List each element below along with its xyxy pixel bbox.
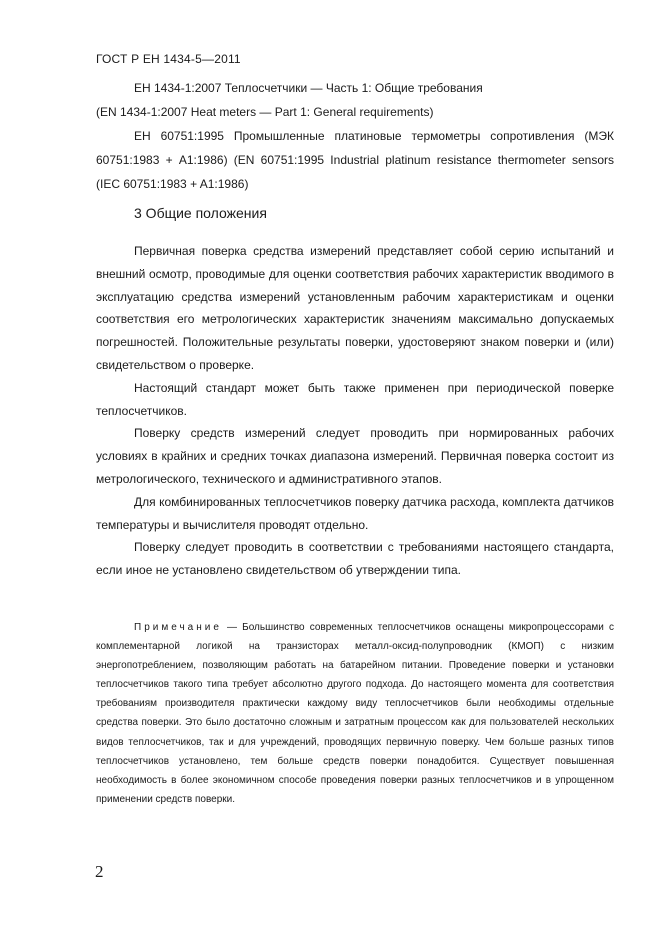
reference-en1434: ЕН 1434-1:2007 Теплосчетчики — Часть 1: Общие требования — [134, 81, 483, 95]
section-body — [96, 240, 614, 582]
document-header: ГОСТ Р ЕН 1434-5—2011 — [96, 52, 241, 66]
paragraph-combined-meters: Для комбинированных теплосчетчиков поверку датчика расхода, комплекта датчиков температуры и вычислителя проводят отдельно. — [96, 494, 614, 532]
note-paragraph — [96, 618, 614, 809]
normative-references — [96, 76, 614, 196]
note-label: Примечание — [134, 622, 222, 633]
paragraph-conditions: Поверку средств измерений следует проводить при нормированных рабочих условиях в крайних и средних точках диапазона измерений. Первичная поверка состоит из метрологического, технического и административного этапов. — [96, 426, 614, 486]
reference-en1434-english: (EN 1434-1:2007 Heat meters — Part 1: General requirements) — [96, 105, 434, 119]
note-text: — Большинство современных теплосчетчиков оснащены микропроцессорами с комплементарной логикой на транзисторах металл-оксид-полупроводник (КМОП) с низким энергопотреблением, позволяющим работать на батарейном питании. Проведение поверки и установки теплосчетчиков такого типа требует абсолютно другого подхода. До настоящего момента для соответствия требованиям производителя практически каждому виду теплосчетчиков были необходимы отдельные средства поверки. Это было достаточно сложным и затратным процессом как для пользователей нескольких видов теплосчетчиков, так и для учреждений, проводящих первичную поверку. Чем больше разных типов теплосчетчиков установлено, тем больше средств поверки понадобится. Существует повышенная необходимость в более экономичном способе проведения поверки разных теплосчетчиков и в упрощенном применении средств поверки. — [96, 622, 614, 805]
section-title: 3 Общие положения — [134, 205, 267, 221]
page-number: 2 — [95, 862, 104, 881]
note-block — [96, 618, 614, 809]
reference-en60751: ЕН 60751:1995 Промышленные платиновые термометры сопротивления (МЭК 60751:1983 + A1:1986) (EN 60751:1995 Industrial platinum resistance thermometer sensors (IEC 60751:1983 + A1:1986) — [96, 129, 614, 191]
paragraph-initial-verification: Первичная поверка средства измерений представляет собой серию испытаний и внешний осмотр, проводимые для оценки соответствия рабочих характеристик вводимого в эксплуатацию средства измерений установленным рабочим характеристикам и оценки соответствия его метрологических характеристик значениям максимально допускаемых погрешностей. Положительные результаты поверки, удостоверяют знаком поверки и (или) свидетельством о проверке. — [96, 244, 614, 372]
paragraph-periodic-verification: Настоящий стандарт может быть также применен при периодической поверке теплосчетчиков. — [96, 380, 614, 418]
paragraph-requirements: Поверку следует проводить в соответствии с требованиями настоящего стандарта, если иное не установлено свидетельством об утверждении типа. — [96, 540, 614, 578]
